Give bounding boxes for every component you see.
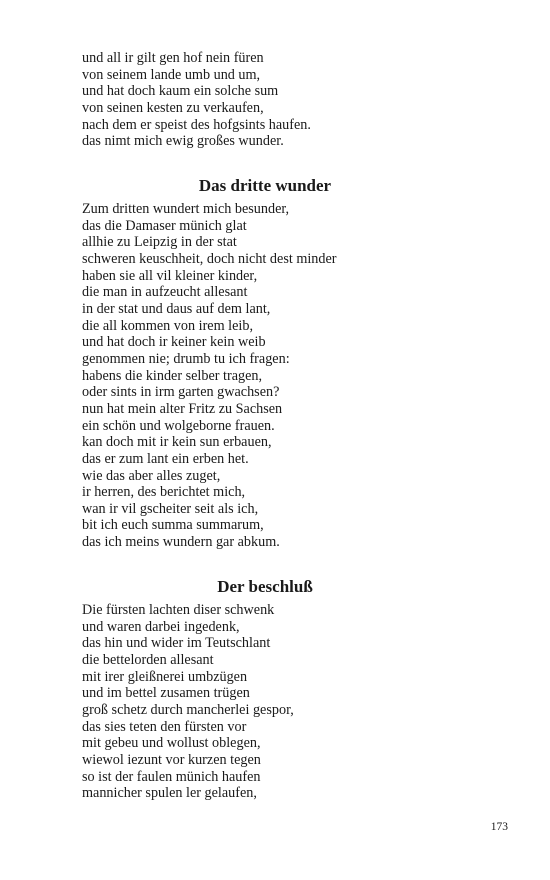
section-heading-beschluss: Der beschluß bbox=[217, 577, 313, 596]
verse-line: und im bettel zusamen trügen bbox=[82, 685, 250, 702]
verse-line: habens die kinder selber tragen, bbox=[82, 367, 263, 384]
verse-line: die bettelorden allesant bbox=[82, 651, 214, 668]
verse-line: das sies teten den fürsten vor bbox=[82, 718, 247, 735]
verse-line: schweren keuschheit, doch nicht dest minder bbox=[82, 250, 337, 267]
verse-line: Zum dritten wundert mich besunder, bbox=[82, 201, 290, 217]
verse-line: von seinen kesten zu verkaufen, bbox=[82, 99, 264, 116]
stanza-2 bbox=[82, 201, 482, 551]
verse-line: die man in aufzeucht allesant bbox=[82, 284, 248, 301]
verse-line: ir herren, des berichtet mich, bbox=[82, 484, 246, 501]
verse-line: mit gebeu und wollust oblegen, bbox=[82, 735, 261, 752]
verse-line: nach dem er speist des hofgsints haufen. bbox=[82, 116, 311, 133]
verse-line: haben sie all vil kleiner kinder, bbox=[82, 267, 258, 284]
verse-line: das er zum lant ein erben het. bbox=[82, 450, 249, 467]
verse-line: so ist der faulen münich haufen bbox=[82, 768, 261, 785]
verse-line: oder sints in irm garten gwachsen? bbox=[82, 384, 280, 401]
verse-line: mannicher spulen ler gelaufen, bbox=[82, 785, 257, 802]
page-number: 173 bbox=[490, 821, 508, 833]
verse-line: bit ich euch summa summarum, bbox=[82, 517, 264, 534]
verse-line: wan ir vil gscheiter seit als ich, bbox=[82, 500, 259, 517]
verse-line: und waren darbei ingedenk, bbox=[82, 618, 240, 635]
verse-line: nun hat mein alter Fritz zu Sachsen bbox=[82, 400, 283, 417]
verse-line: und hat doch ir keiner kein weib bbox=[82, 334, 266, 351]
stanza-3 bbox=[82, 602, 482, 802]
verse-line: das die Damaser münich glat bbox=[82, 217, 247, 234]
verse-line: genommen nie; drumb tu ich fragen: bbox=[82, 350, 290, 367]
verse-line: ein schön und wolgeborne frauen. bbox=[82, 417, 275, 434]
section-heading-dritte-wunder: Das dritte wunder bbox=[198, 176, 332, 195]
verse-line: in der stat und daus auf dem lant, bbox=[82, 300, 271, 317]
verse-line: das nimt mich ewig großes wunder. bbox=[82, 133, 284, 150]
verse-line: allhie zu Leipzig in der stat bbox=[82, 234, 237, 251]
verse-line: groß schetz durch mancherlei gespor, bbox=[82, 701, 294, 718]
verse-line: die all kommen von irem leib, bbox=[82, 317, 253, 334]
verse-line: und all ir gilt gen hof nein füren bbox=[82, 50, 264, 66]
verse-line: das hin und wider im Teutschlant bbox=[82, 635, 271, 652]
verse-line: mit irer gleißnerei umbzügen bbox=[82, 668, 248, 685]
verse-line: Die fürsten lachten diser schwenk bbox=[82, 602, 275, 618]
verse-line: kan doch mit ir kein sun erbauen, bbox=[82, 434, 272, 451]
verse-line: wiewol iezunt vor kurzen tegen bbox=[82, 751, 261, 768]
stanza-1 bbox=[82, 50, 482, 150]
verse-line: von seinem lande umb und um, bbox=[82, 66, 261, 83]
verse-line: das ich meins wundern gar abkum. bbox=[82, 534, 280, 551]
verse-line: wie das aber alles zuget, bbox=[82, 467, 221, 484]
verse-line: und hat doch kaum ein solche sum bbox=[82, 83, 279, 100]
